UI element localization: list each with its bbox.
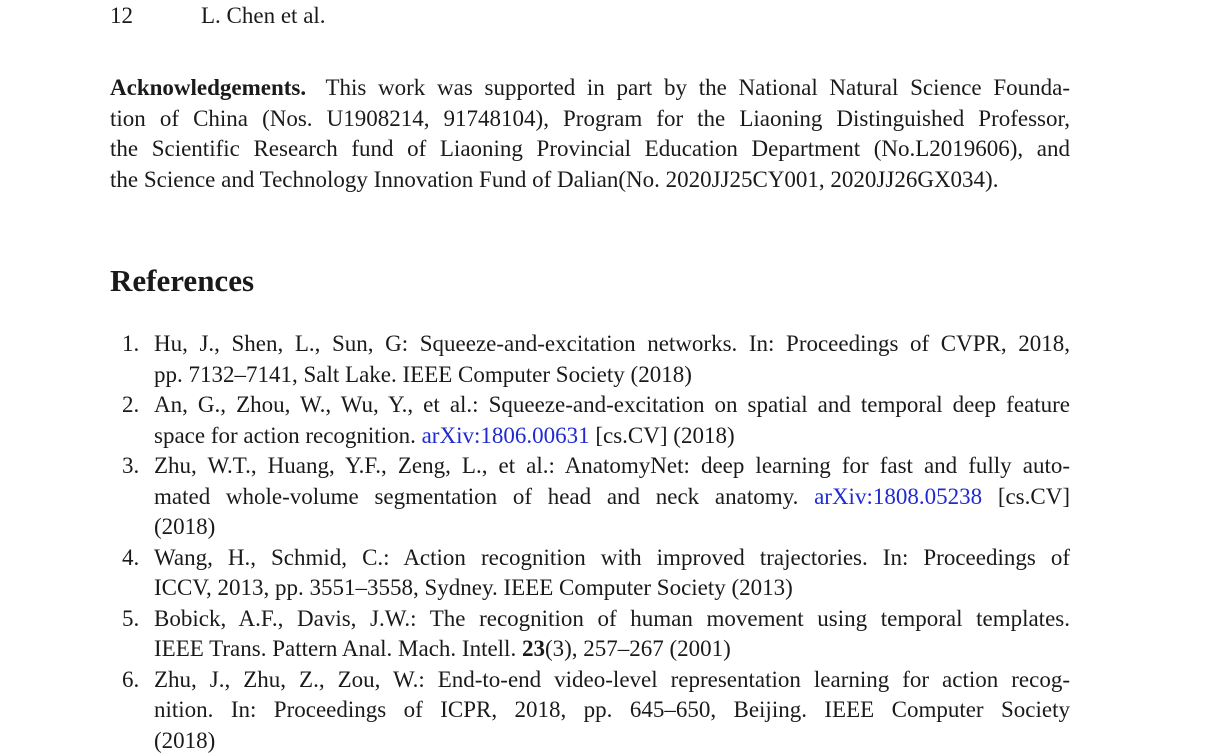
reference-item xyxy=(110,329,1070,390)
reference-item xyxy=(110,665,1070,756)
reference-number: 3. xyxy=(122,451,139,482)
reference-text: [cs.CV] (2018) xyxy=(595,423,734,448)
reference-text: mated whole-volume segmentation of head and neck anatomy. xyxy=(154,484,798,509)
reference-number: 4. xyxy=(122,543,139,574)
reference-item xyxy=(110,543,1070,604)
acknowledgements-line: the Science and Technology Innovation Fund of Dalian(No. 2020JJ25CY001, 2020JJ26GX034). xyxy=(110,165,1070,196)
reference-line: An, G., Zhou, W., Wu, Y., et al.: Squeeze-and-excitation on spatial and temporal deep feature xyxy=(154,390,1070,421)
reference-item xyxy=(110,451,1070,543)
reference-item xyxy=(110,604,1070,665)
acknowledgements-line: the Scientific Research fund of Liaoning Provincial Education Department (No.L2019606), and xyxy=(110,134,1070,165)
reference-line xyxy=(154,482,1070,513)
reference-text: (3), 257–267 (2001) xyxy=(545,636,731,661)
reference-text: space for action recognition. xyxy=(154,423,416,448)
reference-item xyxy=(110,390,1070,451)
acknowledgements-text: This work was supported in part by the National Natural Science Founda- xyxy=(325,75,1070,100)
reference-list xyxy=(110,329,1070,756)
running-head xyxy=(110,3,326,29)
acknowledgements-section xyxy=(110,73,1070,195)
reference-line: Zhu, W.T., Huang, Y.F., Zeng, L., et al.: AnatomyNet: deep learning for fast and fully auto- xyxy=(154,451,1070,482)
reference-text: [cs.CV] xyxy=(998,484,1070,509)
arxiv-link[interactable]: arXiv:1806.00631 xyxy=(422,423,590,448)
reference-line: (2018) xyxy=(154,512,1070,543)
reference-line: nition. In: Proceedings of ICPR, 2018, pp. 645–650, Beijing. IEEE Computer Society xyxy=(154,695,1070,726)
reference-line: Bobick, A.F., Davis, J.W.: The recognition of human movement using temporal templates. xyxy=(154,604,1070,635)
reference-line: ICCV, 2013, pp. 3551–3558, Sydney. IEEE Computer Society (2013) xyxy=(154,573,1070,604)
reference-line: Hu, J., Shen, L., Sun, G: Squeeze-and-excitation networks. In: Proceedings of CVPR, 2018, xyxy=(154,329,1070,360)
references-heading: References xyxy=(110,262,254,300)
acknowledgements-line: tion of China (Nos. U1908214, 91748104), Program for the Liaoning Distinguished Professor, xyxy=(110,104,1070,135)
reference-number: 6. xyxy=(122,665,139,696)
page-number: 12 xyxy=(110,3,201,29)
acknowledgements-line xyxy=(110,73,1070,104)
reference-volume: 23 xyxy=(522,636,545,661)
reference-text: IEEE Trans. Pattern Anal. Mach. Intell. xyxy=(154,636,516,661)
reference-number: 5. xyxy=(122,604,139,635)
reference-line xyxy=(154,634,1070,665)
reference-number: 2. xyxy=(122,390,139,421)
reference-line xyxy=(154,421,1070,452)
reference-number: 1. xyxy=(122,329,139,360)
reference-line: pp. 7132–7141, Salt Lake. IEEE Computer Society (2018) xyxy=(154,360,1070,391)
acknowledgements-heading: Acknowledgements. xyxy=(110,75,306,100)
reference-line: (2018) xyxy=(154,726,1070,756)
arxiv-link[interactable]: arXiv:1808.05238 xyxy=(814,484,982,509)
reference-line: Wang, H., Schmid, C.: Action recognition with improved trajectories. In: Proceedings of xyxy=(154,543,1070,574)
reference-line: Zhu, J., Zhu, Z., Zou, W.: End-to-end video-level representation learning for action recog- xyxy=(154,665,1070,696)
running-head-authors: L. Chen et al. xyxy=(201,3,326,28)
